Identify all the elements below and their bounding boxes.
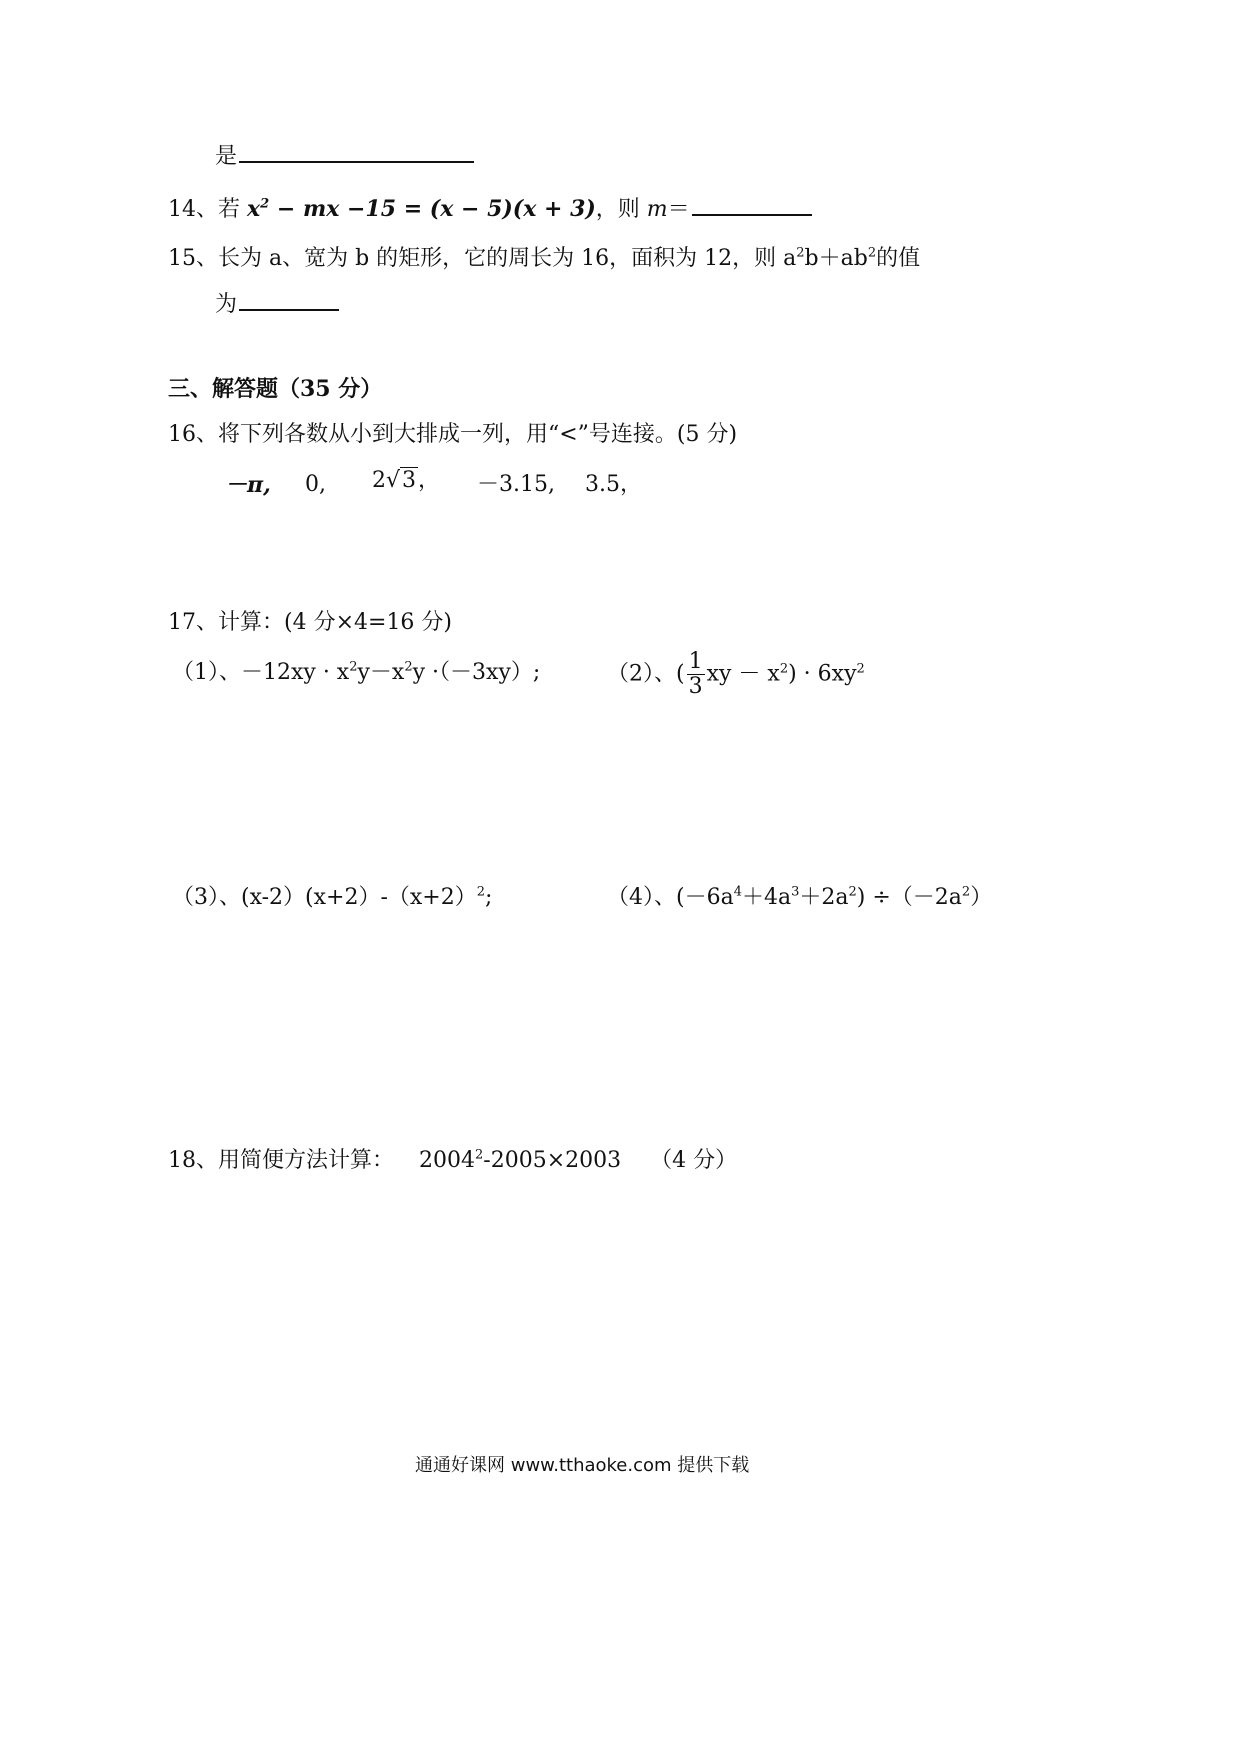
footer-text: 通通好课网 www.tthaoke.com 提供下载: [415, 1455, 750, 1476]
question-15-line2: 为: [215, 294, 339, 316]
q16-number-3: 2√3，: [372, 468, 441, 493]
fraction-one-third: $\frac{1}{3}$: [688, 649, 703, 700]
q17-part-3: （3）、$(x-2)(x+2)-(x+2)^2$;: [172, 884, 493, 910]
question-15: 15、长为 a、宽为 b 的矩形，它的周长为 16，面积为 12，则 $a^2b+ab^2$的值: [168, 245, 921, 271]
q14-expression: $x^2$ − mx −15 = (x − 5)(x + 3): [247, 196, 596, 222]
q16-number-1: －π,: [225, 472, 271, 498]
question-18: 18、用简便方法计算： $2004^2-2005\times 2003$ （4 分）: [168, 1147, 738, 1173]
q17-part-4: （4）、$(-6a^4+4a^3+2a^2) \div(-2a^2)$: [607, 884, 993, 910]
answer-blank-q14[interactable]: [692, 213, 812, 216]
answer-blank-q15[interactable]: [239, 308, 339, 311]
q17-part-1: （1）、$-12xy \cdot x^2y-x^2y \cdot(-3xy)$;: [172, 659, 541, 685]
question-14: 14、若 $x^2$ − mx −15 = (x − 5)(x + 3)，则 m＝: [168, 198, 812, 221]
q16-number-2: 0,: [305, 472, 326, 497]
question-16: 16、将下列各数从小到大排成一列，用“<”号连接。(5 分): [168, 422, 738, 447]
question-17: 17、计算：(4 分×4=16 分): [168, 610, 453, 635]
q13-continuation: 是: [215, 146, 474, 168]
q16-number-4: －3.15,: [477, 472, 555, 497]
answer-blank-q13[interactable]: [239, 160, 474, 163]
q16-number-5: 3.5，: [585, 472, 642, 497]
q17-part-2: （2）、( $\frac{1}{3}$ xy － $x^2) \cdot 6xy^2$: [607, 649, 865, 700]
section-title: 三、解答题（35 分）: [168, 376, 383, 402]
